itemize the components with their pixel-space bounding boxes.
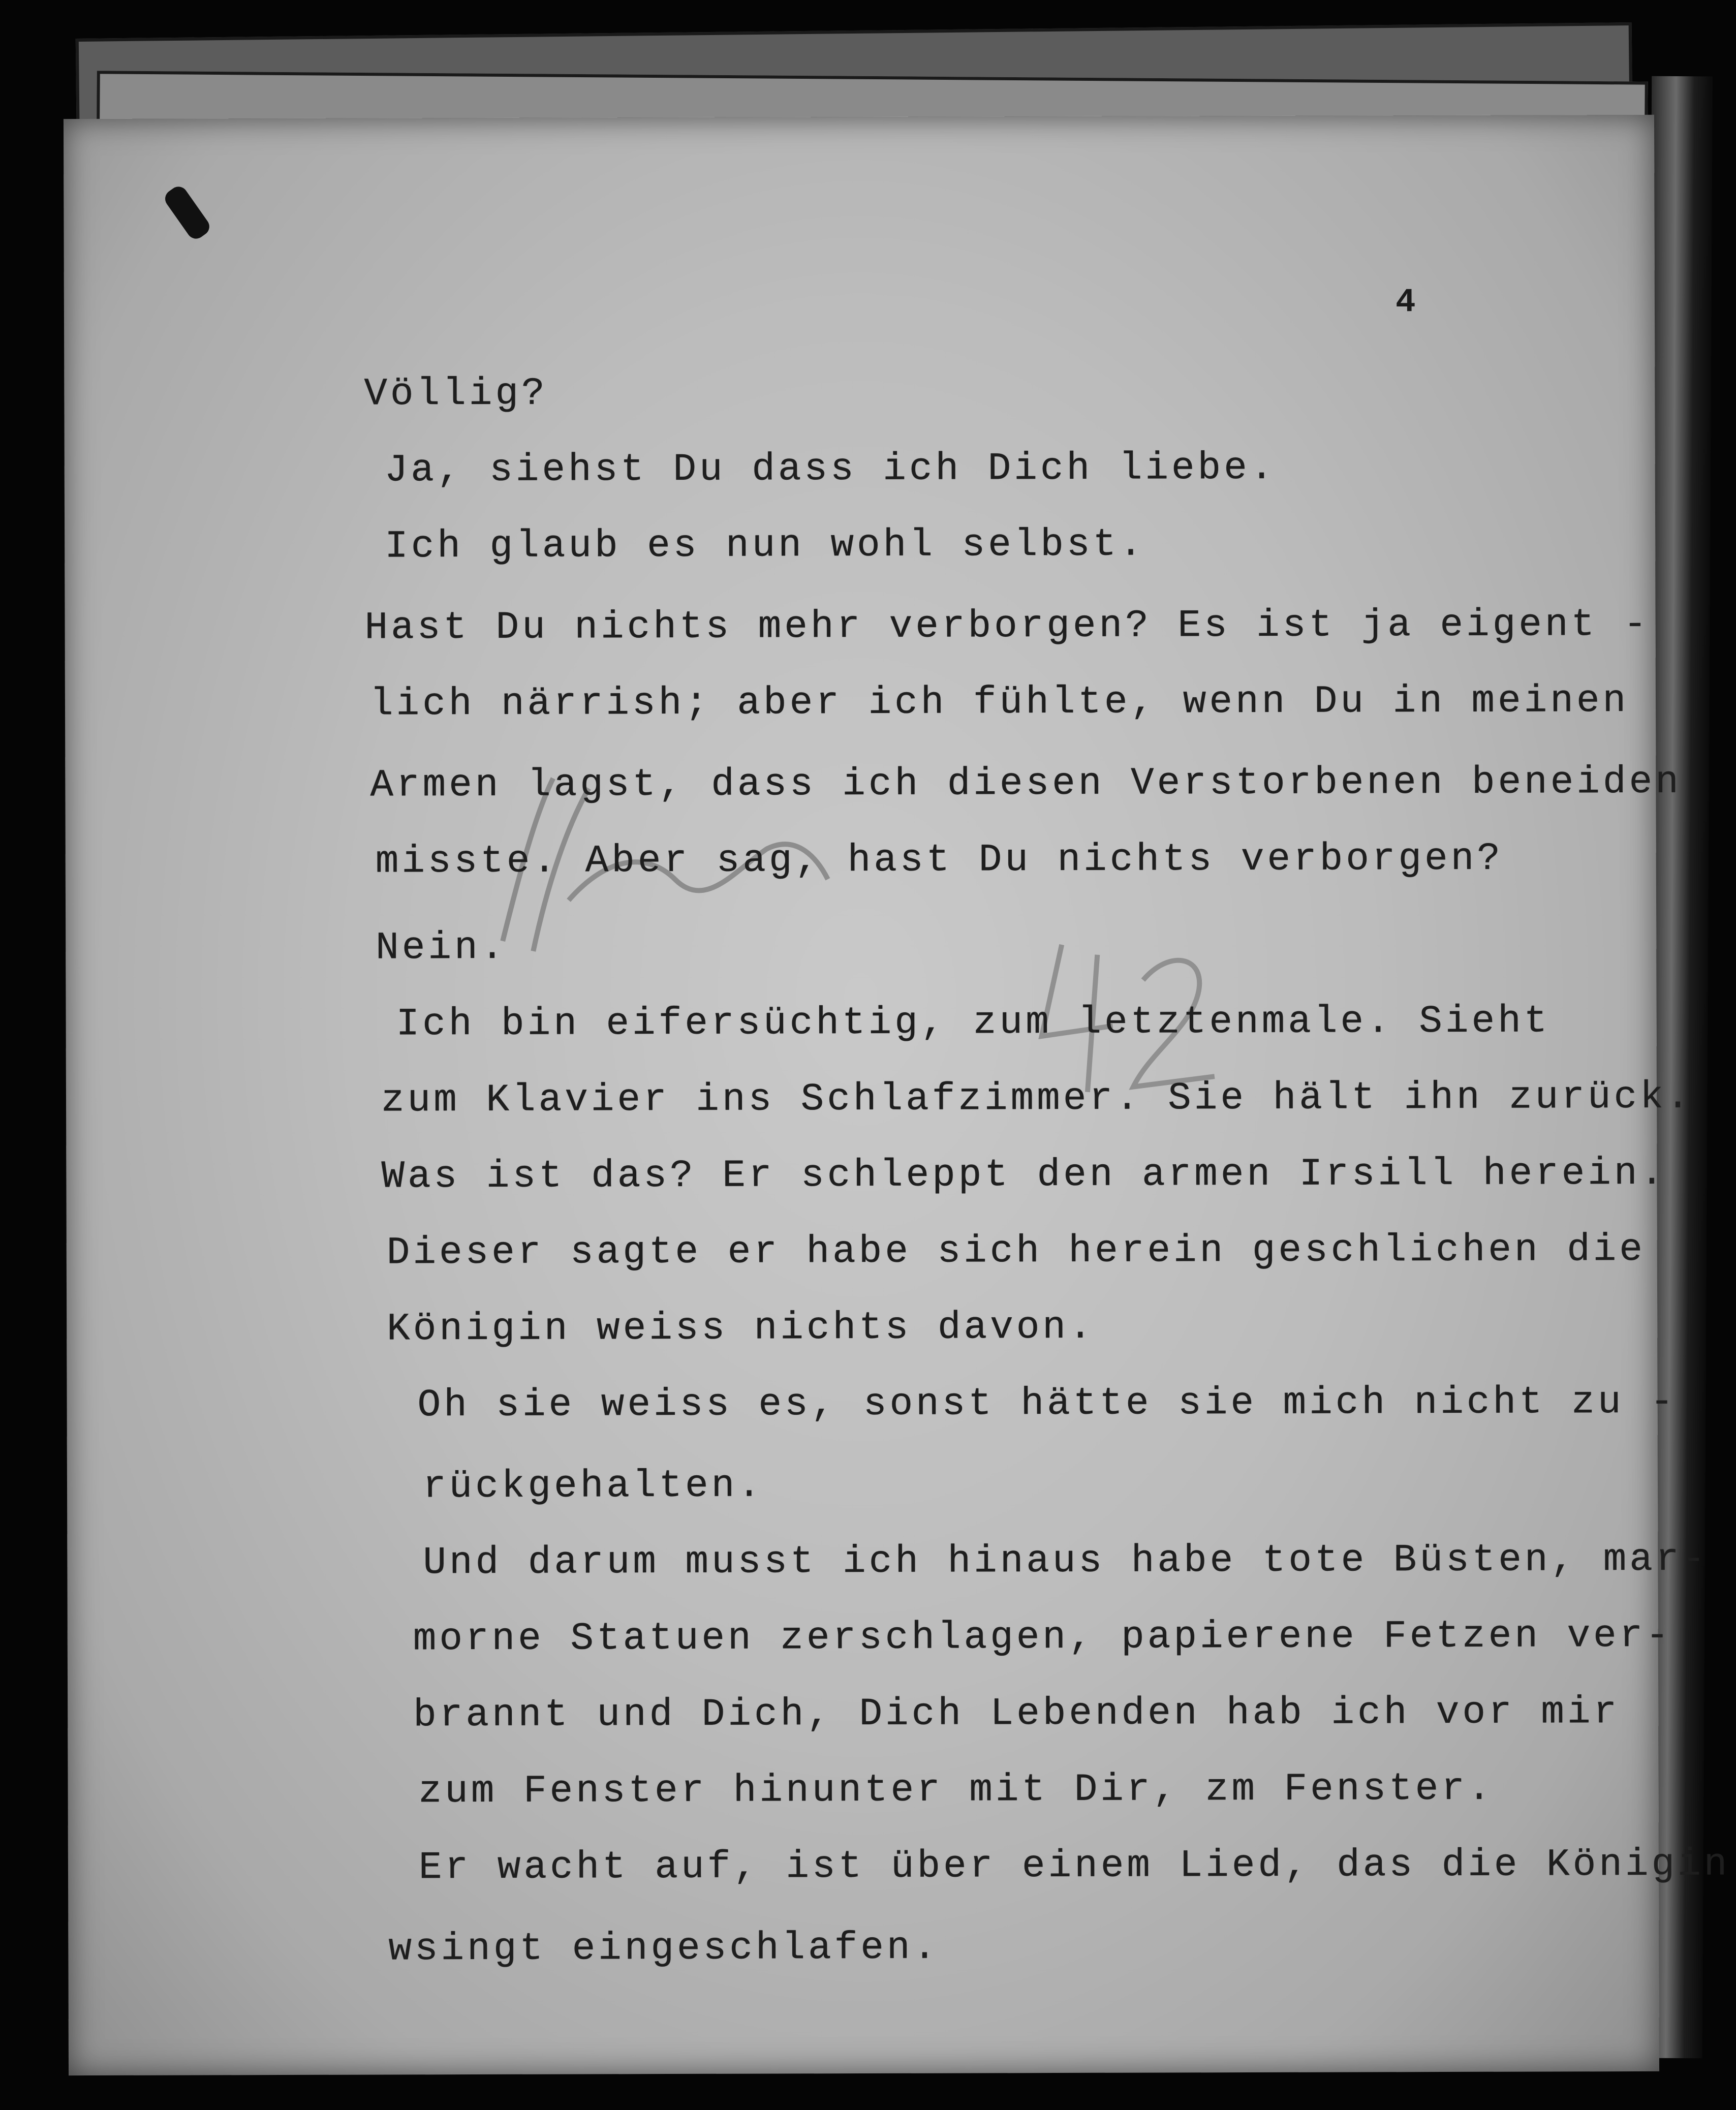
text-line: Ich bin eifersüchtig, zum letztenmale. Sieht <box>396 999 1551 1046</box>
text-line: Hast Du nichts mehr verborgen? Es ist ja eigent - <box>364 602 1650 650</box>
text-line: rückgehalten. <box>422 1464 764 1509</box>
text-line: Er wacht auf, ist über einem Lied, das die Königin <box>418 1842 1730 1890</box>
text-line: wsingt eingeschlafen. <box>388 1926 940 1971</box>
text-line: Nein. <box>376 925 507 970</box>
text-line: Dieser sagte er habe sich herein geschlichen die <box>386 1227 1646 1275</box>
page-number: 4 <box>1395 283 1416 322</box>
text-line: zum Klavier ins Schlafzimmer. Sie hält ihn zurück. <box>381 1075 1693 1123</box>
text-line: Ja, siehst Du dass ich Dich liebe. <box>384 446 1277 492</box>
text-line: morne Statuen zerschlagen, papierene Fetzen ver- <box>413 1613 1672 1661</box>
typed-page <box>64 115 1730 2075</box>
text-line: Ich glaub es nun wohl selbst. <box>385 522 1145 569</box>
text-line: misste. Aber sag, hast Du nichts verborgen? <box>375 836 1504 884</box>
text-line: Und darum musst ich hinaus habe tote Büsten, mar- <box>423 1537 1709 1585</box>
text-line: lich närrish; aber ich fühlte, wenn Du in meinen <box>369 679 1629 726</box>
text-line: Oh sie weiss es, sonst hätte sie mich nicht zu - <box>417 1380 1677 1428</box>
text-line: brannt und Dich, Dich Lebenden hab ich vor mir <box>413 1690 1620 1737</box>
text-line: Was ist das? Er schleppt den armen Irsill herein. <box>381 1151 1667 1199</box>
text-line: Völlig? <box>364 371 548 416</box>
text-line: zum Fenster hinunter mit Dir, zm Fenster. <box>418 1766 1494 1814</box>
text-line: Königin weiss nichts davon. <box>387 1305 1095 1351</box>
paper-clip-mark <box>162 183 213 242</box>
text-line: Armen lagst, dass ich diesen Verstorbenen beneiden <box>370 760 1682 808</box>
